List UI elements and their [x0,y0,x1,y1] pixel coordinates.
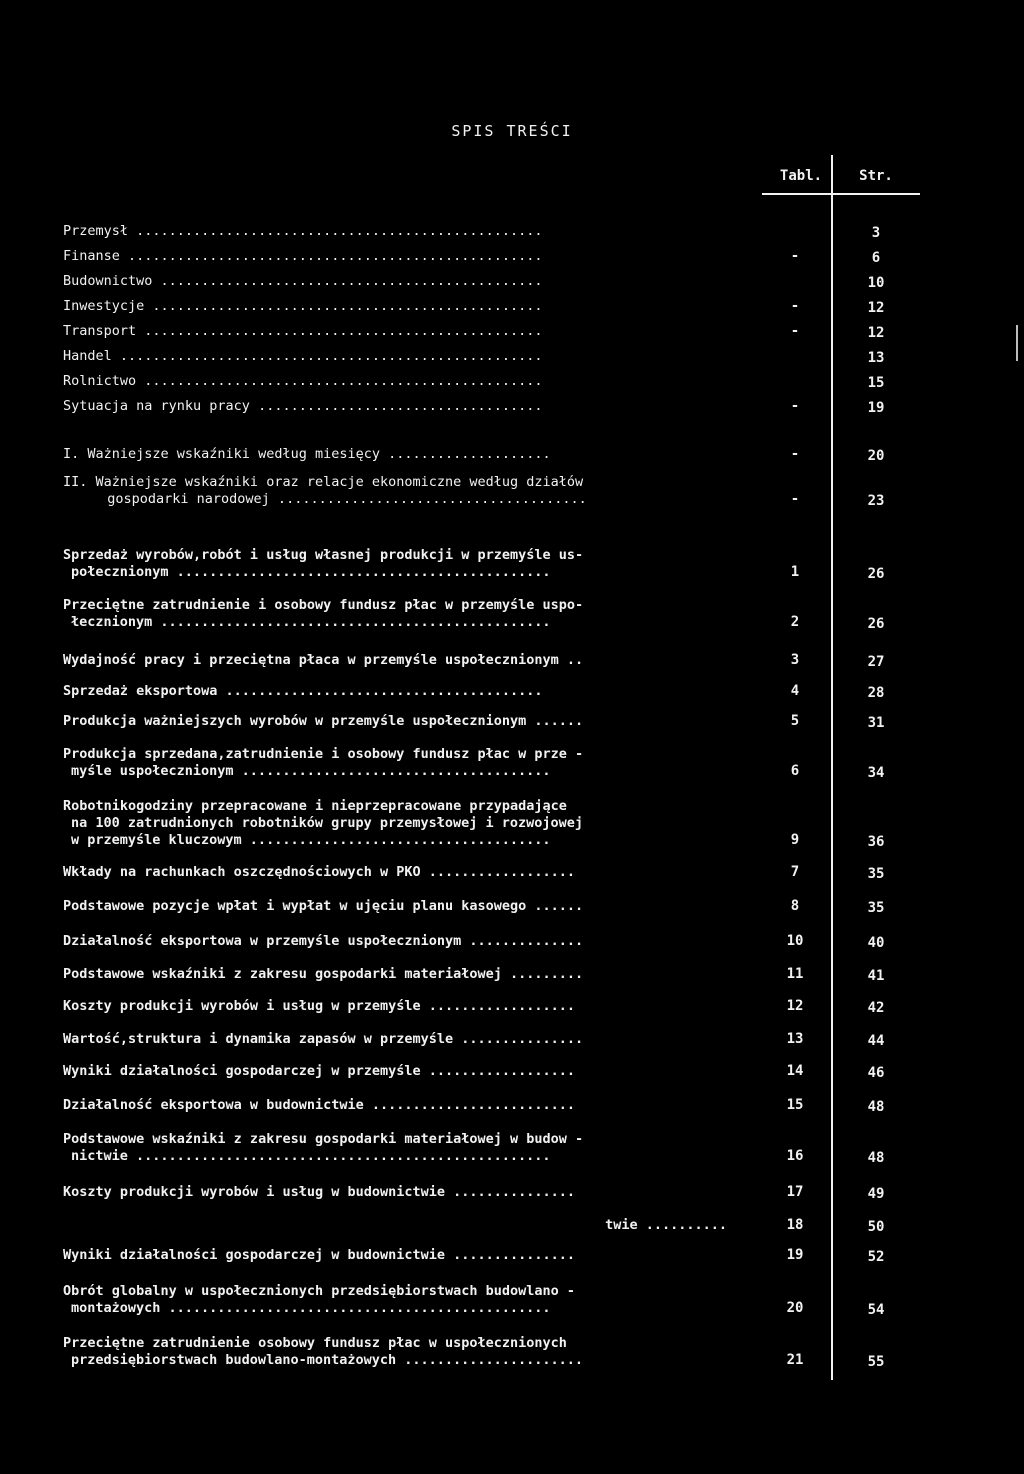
toc-entry-page: 27 [867,654,885,670]
toc-entry-title-line: Produkcja sprzedana,zatrudnienie i osobowy fundusz płac w prze - [63,746,584,762]
page-title: SPIS TREŚCI [451,122,573,140]
toc-entry-tabl: 18 [786,1217,804,1233]
toc-entry-tabl: 3 [790,652,800,668]
toc-entry-tabl: - [790,446,800,462]
toc-entry-title-line: Sprzedaż eksportowa ....................................... [63,683,543,699]
toc-entry-page: 48 [867,1150,885,1166]
toc-entry-title-line: Inwestycje ................................................ [63,298,543,314]
toc-entry-title-line: Wkłady na rachunkach oszczędnościowych w PKO .................. [63,864,576,880]
toc-entry-title-line: łecznionym ................................................ [71,614,551,630]
toc-entry-title-line: Wartość,struktura i dynamika zapasów w przemyśle ............... [63,1031,584,1047]
toc-entry-title-line: Sytuacja na rynku pracy ................................... [63,398,543,414]
toc-entry-tabl: - [790,398,800,414]
toc-entry-page: 55 [867,1354,885,1370]
toc-entry-title-line: Budownictwo ............................................... [63,273,543,289]
toc-entry-page: 50 [867,1219,885,1235]
toc-entry-title [63,898,727,915]
toc-entry-tabl: 1 [790,564,800,580]
toc-entry-title [63,348,727,365]
toc-entry-title-line: Finanse ................................................... [63,248,543,264]
toc-entry-page: 3 [871,225,881,241]
toc-entry-title-line: połecznionym .............................................. [71,564,551,580]
toc-entry-title [63,1031,727,1048]
toc-entry-title [63,248,727,265]
toc-entry-tabl: 16 [786,1148,804,1164]
toc-entry-page: 31 [867,715,885,731]
toc-entry-tabl: 13 [786,1031,804,1047]
toc-entry-tabl: 21 [786,1352,804,1368]
toc-entry-page: 12 [867,325,885,341]
toc-entry-page: 48 [867,1099,885,1115]
toc-entry-title-line: Podstawowe wskaźniki z zakresu gospodarki materiałowej w budow - [63,1131,584,1147]
toc-entry-title-line: Przemysł .................................................. [63,223,543,239]
toc-entry-page: 20 [867,448,885,464]
toc-entry-title-line: w przemyśle kluczowym ..................................... [71,832,551,848]
toc-entry-title-line: przedsiębiorstwach budowlano-montażowych ...................... [71,1352,584,1368]
toc-entry-title [63,223,727,240]
toc-entry-tabl: 7 [790,864,800,880]
toc-entry-page: 23 [867,493,885,509]
toc-entry-title-line: Podstawowe pozycje wpłat i wypłat w ujęciu planu kasowego ...... [63,898,584,914]
toc-entry-title [63,1335,727,1369]
toc-entry-tabl: - [790,248,800,264]
toc-entry-page: 42 [867,1000,885,1016]
toc-entry-tabl: 14 [786,1063,804,1079]
toc-entry-title-line: Koszty produkcji wyrobów i usług w przemyśle .................. [63,998,576,1014]
toc-entry-title [63,864,727,881]
toc-entry-page: 36 [867,834,885,850]
toc-entry-title-line: Rolnictwo ................................................. [63,373,543,389]
toc-entry-title [63,1063,727,1080]
toc-entry-page: 35 [867,900,885,916]
toc-entry-title-line: Sprzedaż wyrobów,robót i usług własnej produkcji w przemyśle us- [63,547,584,563]
toc-entry-page: 28 [867,685,885,701]
toc-entry-title [63,966,727,983]
scan-edge-mark [1016,325,1018,361]
toc-entry-tabl: - [790,323,800,339]
toc-entry-title-line: Wydajność pracy i przeciętna płaca w przemyśle uspołecznionym .. [63,652,584,668]
toc-entry-tabl: - [790,298,800,314]
toc-entry-tabl: 2 [790,614,800,630]
toc-entry-title-line: myśle uspołecznionym ...................................... [71,763,551,779]
toc-entry-tabl: 15 [786,1097,804,1113]
toc-entry-title [63,1217,727,1234]
toc-entry-tabl: 20 [786,1300,804,1316]
toc-entry-title-line: I. Ważniejsze wskaźniki według miesięcy .................... [63,446,551,462]
toc-entry-tabl: 9 [790,832,800,848]
toc-entry-page: 40 [867,935,885,951]
toc-entry-title [63,713,727,730]
toc-entry-page: 6 [871,250,881,266]
toc-entry-tabl: 8 [790,898,800,914]
toc-entry-tabl: 10 [786,933,804,949]
column-divider [831,155,833,1380]
toc-entry-title [63,373,727,390]
toc-entry-page: 54 [867,1302,885,1318]
toc-entry-title-line: gospodarki narodowej ...................................... [91,491,587,507]
toc-entry-title-line: Przeciętne zatrudnienie osobowy fundusz płac w uspołecznionych [63,1335,567,1351]
toc-entry-page: 44 [867,1033,885,1049]
toc-entry-title [63,652,727,669]
toc-entry-title-line: Wyniki działalności gospodarczej w przemyśle .................. [63,1063,576,1079]
toc-entry-title-line: twie .......... [605,1217,727,1233]
toc-entry-title-line: Transport ................................................. [63,323,543,339]
toc-entry-title [63,1097,727,1114]
toc-entry-page: 19 [867,400,885,416]
toc-entry-tabl: 17 [786,1184,804,1200]
toc-entry-title-line: Przeciętne zatrudnienie i osobowy fundusz płac w przemyśle uspo- [63,597,584,613]
toc-entry-page: 46 [867,1065,885,1081]
toc-entry-tabl: 11 [786,966,804,982]
toc-entry-title [63,474,727,508]
toc-entry-title-line: Obrót globalny w uspołecznionych przedsiębiorstwach budowlano - [63,1283,576,1299]
toc-entry-title [63,398,727,415]
toc-entry-title-line: Działalność eksportowa w przemyśle uspołecznionym .............. [63,933,584,949]
toc-entry-title [63,547,727,581]
toc-entry-title-line: Produkcja ważniejszych wyrobów w przemyśle uspołecznionym ...... [63,713,584,729]
toc-entry-title [63,933,727,950]
toc-entry-title-line: Robotnikogodziny przepracowane i nieprzepracowane przypadające [63,798,567,814]
toc-entry-tabl: - [790,491,800,507]
toc-entry-title [63,798,727,849]
toc-entry-title [63,446,727,463]
toc-entry-tabl: 12 [786,998,804,1014]
toc-entry-title-line: II. Ważniejsze wskaźniki oraz relacje ekonomiczne według działów [63,474,584,490]
toc-entry-title [63,298,727,315]
toc-entry-title [63,273,727,290]
toc-entry-page: 12 [867,300,885,316]
toc-entry-page: 52 [867,1249,885,1265]
toc-entry-title [63,683,727,700]
toc-entry-page: 13 [867,350,885,366]
toc-entry-page: 35 [867,866,885,882]
toc-entry-title [63,1247,727,1264]
toc-entry-tabl: 6 [790,763,800,779]
toc-entry-title [63,1283,727,1317]
column-header-tabl: Tabl. [779,168,823,184]
toc-entry-page: 10 [867,275,885,291]
toc-entry-title-line: nictwie ................................................... [71,1148,551,1164]
toc-entry-tabl: 19 [786,1247,804,1263]
toc-entry-title-line: Koszty produkcji wyrobów i usług w budownictwie ............... [63,1184,576,1200]
toc-entry-title-line: Działalność eksportowa w budownictwie ......................... [63,1097,576,1113]
toc-entry-title-line: Podstawowe wskaźniki z zakresu gospodarki materiałowej ......... [63,966,584,982]
toc-entry-title [63,597,727,631]
toc-entry-title [63,1184,727,1201]
toc-entry-title [63,1131,727,1165]
header-rule [762,193,920,195]
toc-entry-page: 26 [867,616,885,632]
toc-entry-title-line: montażowych ............................................... [71,1300,551,1316]
toc-entry-tabl: 4 [790,683,800,699]
toc-entry-page: 49 [867,1186,885,1202]
toc-entry-page: 41 [867,968,885,984]
toc-entry-title-line: Wyniki działalności gospodarczej w budownictwie ............... [63,1247,576,1263]
toc-entry-title-line: na 100 zatrudnionych robotników grupy przemysłowej i rozwojowej [71,815,584,831]
toc-entry-title [63,998,727,1015]
toc-entry-title-line: Handel .................................................... [63,348,543,364]
toc-entry-page: 15 [867,375,885,391]
toc-entry-title [63,323,727,340]
toc-entry-page: 34 [867,765,885,781]
toc-entry-page: 26 [867,566,885,582]
column-header-str: Str. [859,168,893,184]
toc-entry-tabl: 5 [790,713,800,729]
toc-entry-title [63,746,727,780]
